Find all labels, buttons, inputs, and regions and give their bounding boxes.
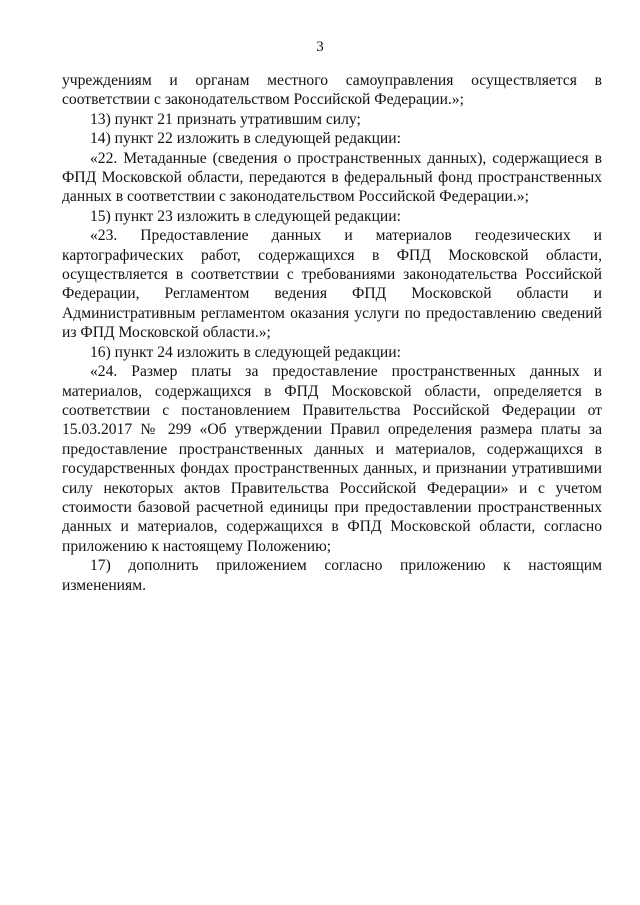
paragraph-item-14: 14) пункт 22 изложить в следующей редакции: <box>90 130 401 148</box>
paragraph-item-16: 16) пункт 24 изложить в следующей редакции: <box>90 343 401 361</box>
paragraph-item-17: 17) дополнить приложением согласно приложению к настоящим изменениям. <box>62 557 602 594</box>
paragraph-clause-23: «23. Предоставление данных и материалов геодезических и картографических работ, содержащихся в ФПД Московской области, осуществляется в соответствии с требованиями законодательства Российской Федерации, Регламентом ведения ФПД Московской области и Административным регламентом оказания услуги по предоставлению сведений из ФПД Московской области.»; <box>62 227 602 342</box>
page-number: 3 <box>316 39 324 55</box>
paragraph-item-13: 13) пункт 21 признать утратившим силу; <box>90 110 361 128</box>
paragraph-continuation: учреждениям и органам местного самоуправления осуществляется в соответствии с законодательством Российской Федерации.»; <box>62 72 602 109</box>
paragraph-item-15: 15) пункт 23 изложить в следующей редакции: <box>90 207 401 225</box>
document-body <box>62 71 602 595</box>
paragraph-clause-24: «24. Размер платы за предоставление пространственных данных и материалов, содержащихся в ФПД Московской области, определяется в соответствии с постановлением Правительства Российской Федерации от 15.03.2017 № 299 «Об утверждении Правил определения размера платы за предоставление пространственных данных и материалов, содержащихся в государственных фондах пространственных данных, и признании утратившими силу некоторых актов Правительства Российской Федерации» и с учетом стоимости базовой расчетной единицы при предоставлении пространственных данных и материалов, содержащихся в ФПД Московской области, согласно приложению к настоящему Положению; <box>62 363 602 555</box>
paragraph-clause-22: «22. Метаданные (сведения о пространственных данных), содержащиеся в ФПД Московской области, передаются в федеральный фонд пространственных данных в соответствии с законодательством Российской Федерации.»; <box>62 149 602 206</box>
